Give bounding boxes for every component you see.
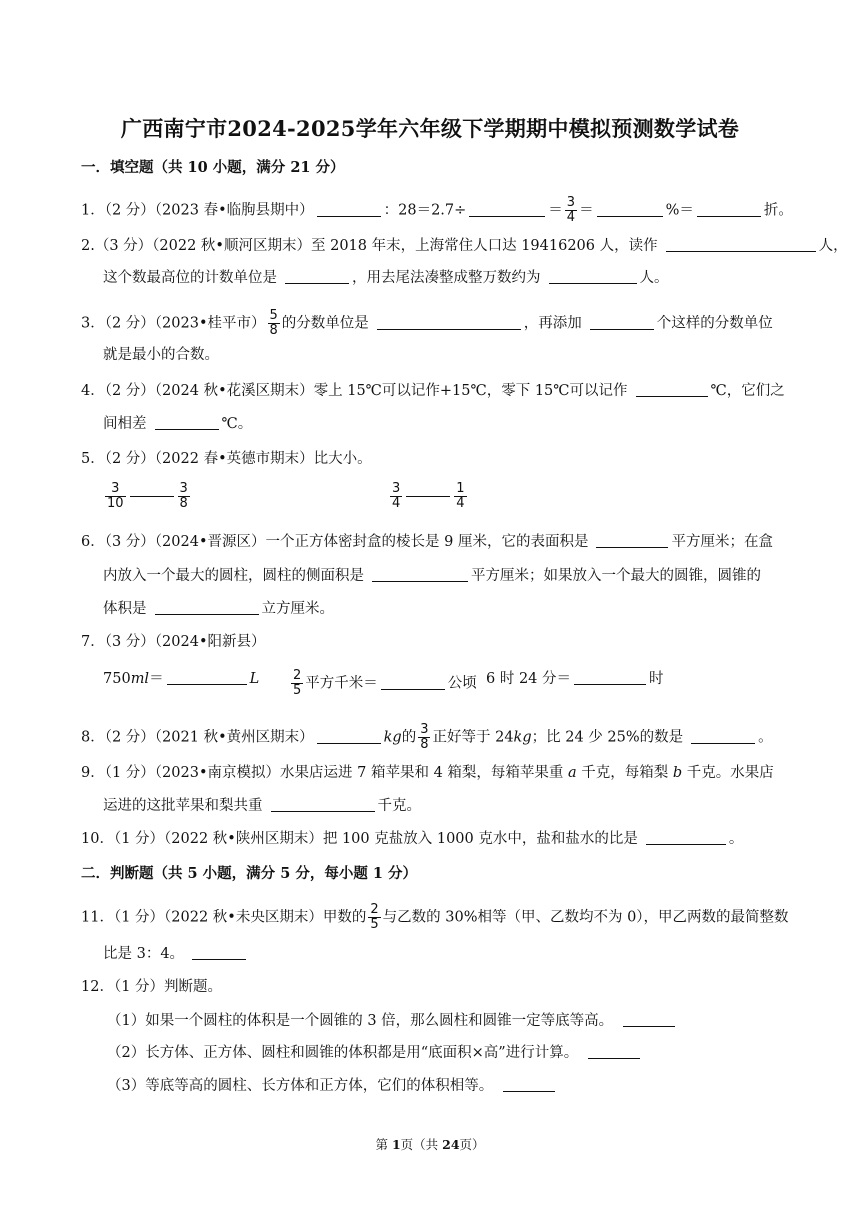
q3-text-3: 个这样的分数单位 xyxy=(656,315,773,332)
question-7: 7．（3 分）（2024•阳新县） xyxy=(81,634,266,650)
frac-den: 10 xyxy=(107,496,124,511)
question-8 xyxy=(81,723,773,752)
q11-text: 与乙数的 30%相等（甲、乙数均不为 0），甲乙两数的最简整数 xyxy=(382,909,789,926)
q9-end: 千克。 xyxy=(377,798,421,814)
q6-blank-2[interactable] xyxy=(372,567,468,582)
fraction-1-4 xyxy=(454,482,466,511)
q8-source: 8．（2 分）（2021 秋•黄州区期末） xyxy=(81,729,314,746)
fraction-3-4-b xyxy=(390,482,402,511)
q12-item-2-text: （2）长方体、正方体、圆柱和圆锥的体积都是用“底面积×高”进行计算。 xyxy=(107,1045,579,1061)
page-title: 广西南宁市2024-2025学年六年级下学期期中模拟预测数学试卷 xyxy=(120,116,740,141)
q6-end: 立方厘米。 xyxy=(261,601,334,617)
q12-item-3-text: （3）等底等高的圆柱、长方体和正方体，它们的体积相等。 xyxy=(107,1078,494,1094)
question-12: 12．（1 分）判断题。 xyxy=(81,979,223,995)
question-4 xyxy=(81,381,785,401)
q1-blank-3[interactable] xyxy=(597,202,663,217)
q1-eq: ＝ xyxy=(548,202,563,219)
q8-end: 。 xyxy=(758,729,773,746)
q7-unit-l: L xyxy=(249,671,260,687)
q9-text-2: 千克，每箱梨 xyxy=(576,765,673,781)
q7-part-1 xyxy=(103,669,259,689)
q1-blank-4[interactable] xyxy=(697,202,761,217)
q7-unit-ml: ml xyxy=(130,671,150,687)
q2-unit: 人， xyxy=(818,238,848,254)
frac-den: 4 xyxy=(392,496,401,511)
fraction-3-8 xyxy=(178,482,190,511)
q10-end: 。 xyxy=(728,831,744,847)
fraction-2-5 xyxy=(291,669,303,698)
frac-num: 3 xyxy=(566,195,576,210)
q8-text-2: ；比 24 少 25%的数是 xyxy=(531,729,684,746)
q1-blank-1[interactable] xyxy=(317,202,381,217)
q3-text-2: ，再添加 xyxy=(523,315,582,332)
question-2 xyxy=(81,236,848,256)
q8-of: 的 xyxy=(401,729,417,746)
page-footer xyxy=(0,1135,860,1153)
q3-source: 3．（2 分）（2023•桂平市） xyxy=(81,315,266,332)
q2-text-3: ，用去尾法凑整成整万数约为 xyxy=(352,270,541,286)
q4-blank-2[interactable] xyxy=(155,415,219,430)
q2-blank-1[interactable] xyxy=(666,237,816,252)
question-4-cont xyxy=(103,414,252,434)
frac-den: 8 xyxy=(420,737,429,752)
q12-item-1 xyxy=(107,1011,678,1031)
q3-blank-2[interactable] xyxy=(590,315,654,330)
q5-compare-1 xyxy=(103,482,192,511)
q2-blank-3[interactable] xyxy=(549,269,637,284)
q7-part-2 xyxy=(289,669,477,698)
q10-blank-1[interactable] xyxy=(646,830,726,845)
q1-blank-2[interactable] xyxy=(469,202,545,217)
q7-value: 750 xyxy=(103,671,131,687)
footer-suffix: 页） xyxy=(459,1137,485,1152)
q4-blank-1[interactable] xyxy=(636,382,708,397)
q7-blank-2[interactable] xyxy=(381,675,445,690)
frac-den: 4 xyxy=(456,496,465,511)
q10-text: 10．（1 分）（2022 秋•陕州区期末）把 100 克盐放入 1000 克水中，盐和盐水的比是 xyxy=(81,831,638,847)
question-10 xyxy=(81,829,743,849)
question-3 xyxy=(81,309,773,338)
q12-item-2-blank[interactable] xyxy=(588,1044,640,1059)
q5-compare-2 xyxy=(388,482,469,511)
frac-den: 8 xyxy=(179,496,188,511)
q8-text: 正好等于 24 xyxy=(432,729,514,746)
fraction-3-8-b xyxy=(418,723,430,752)
q9-text-4: 运进的这批苹果和梨共重 xyxy=(103,798,263,814)
q6-text-4: 平方厘米；如果放入一个最大的圆锥，圆锥的 xyxy=(471,568,761,584)
question-2-cont xyxy=(103,268,669,288)
frac-num: 5 xyxy=(269,308,278,323)
q1-end: 折。 xyxy=(763,202,793,219)
q3-text: 的分数单位是 xyxy=(281,315,369,332)
frac-num: 1 xyxy=(456,481,465,496)
frac-num: 2 xyxy=(293,668,302,683)
q3-blank-1[interactable] xyxy=(377,315,521,330)
frac-num: 3 xyxy=(392,481,401,496)
q9-text-3: 千克。水果店 xyxy=(682,765,774,781)
frac-den: 8 xyxy=(269,323,278,338)
q4-text-3: 间相差 xyxy=(103,416,147,432)
frac-num: 3 xyxy=(105,482,126,497)
frac-num: 2 xyxy=(370,902,379,917)
q7-text-2: 平方千米＝ xyxy=(305,675,378,692)
section-fill-blank-heading: 一．填空题（共 10 小题，满分 21 分） xyxy=(81,159,345,176)
question-9-cont xyxy=(103,796,421,816)
q12-item-2 xyxy=(107,1043,643,1063)
question-6-cont xyxy=(103,566,761,586)
frac-den: 5 xyxy=(370,917,379,932)
q9-text: 9．（1 分）（2023•南京模拟）水果店运进 7 箱苹果和 4 箱梨，每箱苹果重 xyxy=(81,765,569,781)
fraction-5-8 xyxy=(268,309,280,338)
q2-text: 2.（3 分）（2022 秋•顺河区期末）至 2018 年末，上海常住人口达 19416206 人，读作 xyxy=(81,238,658,254)
frac-den: 5 xyxy=(293,683,302,698)
frac-num: 3 xyxy=(420,722,429,737)
q7-unit-ha: 公顷 xyxy=(447,675,477,692)
frac-den: 4 xyxy=(566,210,576,225)
q8-unit: kg xyxy=(383,729,402,746)
q8-blank-2[interactable] xyxy=(691,729,755,744)
q2-end: 人。 xyxy=(639,270,669,286)
q6-blank-1[interactable] xyxy=(596,533,668,548)
q1-source: 1．（2 分）（2023 春•临朐县期中） xyxy=(81,202,314,219)
q1-percent: %＝ xyxy=(665,202,694,219)
q9-var-b: b xyxy=(672,765,683,781)
q7-blank-3[interactable] xyxy=(574,670,646,685)
question-9 xyxy=(81,763,774,783)
question-3-cont: 就是最小的合数。 xyxy=(103,347,219,363)
q5-blank-2[interactable] xyxy=(406,496,450,497)
q8-blank-1[interactable] xyxy=(317,729,381,744)
q11-text-2: 比是 3：4。 xyxy=(103,946,185,962)
q8-unit-2: kg xyxy=(513,729,532,746)
q7-eq: ＝ xyxy=(149,671,164,687)
q6-blank-3[interactable] xyxy=(155,600,259,615)
section-judge-heading: 二．判断题（共 5 小题，满分 5 分，每小题 1 分） xyxy=(81,865,418,882)
q7-text-3: 6 时 24 分＝ xyxy=(486,671,572,687)
q7-blank-1[interactable] xyxy=(167,670,247,685)
q6-text: 6．（3 分）（2024•晋源区）一个正方体密封盒的棱长是 9 厘米，它的表面积是 xyxy=(81,534,589,550)
q7-part-3 xyxy=(486,669,664,689)
q2-blank-2[interactable] xyxy=(285,269,349,284)
q11-source: 11．（1 分）（2022 秋•未央区期末）甲数的 xyxy=(81,909,367,926)
fraction-3-4 xyxy=(565,196,577,225)
footer-prefix: 第 xyxy=(375,1137,392,1152)
question-1 xyxy=(81,196,793,225)
q4-text: 4．（2 分）（2024 秋•花溪区期末）零上 15℃可以记作+15℃，零下 15℃可以记作 xyxy=(81,383,628,399)
frac-num: 3 xyxy=(179,481,188,496)
q6-text-3: 内放入一个最大的圆柱，圆柱的侧面积是 xyxy=(103,568,364,584)
q11-answer-blank[interactable] xyxy=(192,945,246,960)
q1-eq2: ＝ xyxy=(579,202,594,219)
footer-total-pages: 24 xyxy=(442,1137,460,1152)
question-6-cont-2 xyxy=(103,599,334,619)
q12-item-1-blank[interactable] xyxy=(623,1012,675,1027)
q4-end: ℃。 xyxy=(221,416,253,432)
q7-unit-h: 时 xyxy=(649,671,664,687)
question-11-cont xyxy=(103,944,249,964)
footer-mid: 页（共 xyxy=(400,1137,443,1152)
q9-blank-1[interactable] xyxy=(271,797,375,812)
q1-text: ：28＝2.7÷ xyxy=(383,202,467,219)
q5-blank-1[interactable] xyxy=(130,496,174,497)
q2-text-2: 这个数最高位的计数单位是 xyxy=(103,270,277,286)
q12-item-3-blank[interactable] xyxy=(503,1077,555,1092)
footer-page-number: 1 xyxy=(391,1137,401,1152)
fraction-2-5-b xyxy=(368,903,380,932)
q6-text-2: 平方厘米；在盒 xyxy=(671,534,773,550)
q4-text-2: ℃，它们之 xyxy=(710,383,785,399)
fraction-3-10 xyxy=(105,482,126,511)
q9-var-a: a xyxy=(568,765,577,781)
question-11 xyxy=(81,903,789,932)
q6-text-5: 体积是 xyxy=(103,601,147,617)
q12-item-3 xyxy=(107,1076,558,1096)
question-5: 5．（2 分）（2022 春•英德市期末）比大小。 xyxy=(81,451,372,467)
q12-item-1-text: （1）如果一个圆柱的体积是一个圆锥的 3 倍，那么圆柱和圆锥一定等底等高。 xyxy=(107,1013,614,1029)
question-6 xyxy=(81,532,773,552)
